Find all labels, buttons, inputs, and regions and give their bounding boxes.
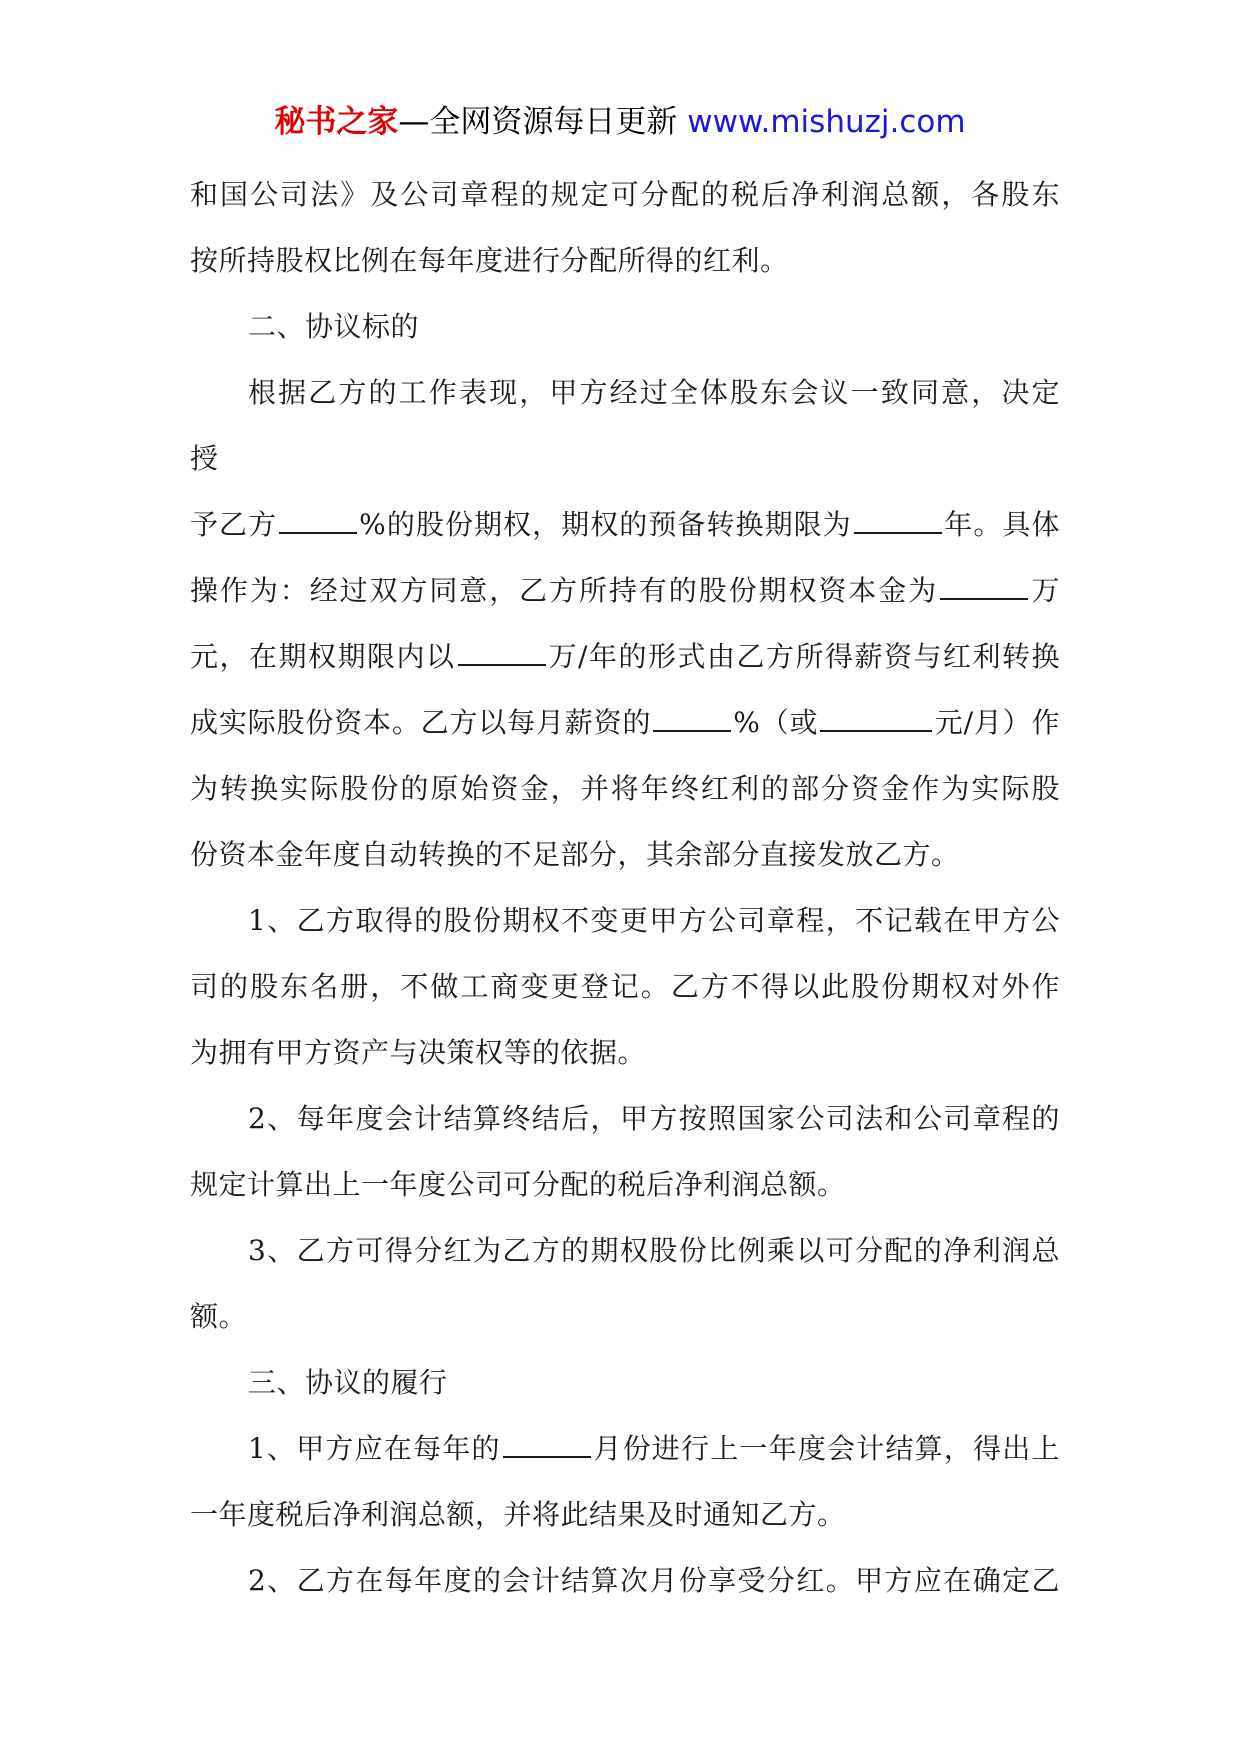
text-line: 3、乙方可得分红为乙方的期权股份比例乘以可分配的净利润总	[248, 1234, 1060, 1267]
text-line: 为拥有甲方资产与决策权等的依据。	[190, 1036, 647, 1069]
site-brand: 秘书之家	[274, 104, 399, 140]
fill-in-blank	[653, 694, 731, 732]
section-heading: 二、协议标的	[248, 310, 420, 343]
text-fragment: 万/年的形式由乙方所得薪资与红利转换	[547, 640, 1060, 673]
section-heading: 三、协议的履行	[248, 1366, 448, 1399]
text-line: 额。	[190, 1300, 248, 1333]
text-line: 授	[190, 442, 219, 475]
text-fragment: 1、甲方应在每年的	[248, 1432, 501, 1465]
text-fragment: 月份进行上一年度会计结算，得出上	[592, 1432, 1060, 1465]
text-fragment: %的股份期权，期权的预备转换期限为	[359, 508, 852, 541]
fill-in-blank	[940, 562, 1028, 600]
text-line	[190, 558, 1060, 624]
site-header	[0, 102, 1240, 142]
text-line: 司的股东名册，不做工商变更登记。乙方不得以此股份期权对外作	[190, 970, 1060, 1003]
text-line: 根据乙方的工作表现，甲方经过全体股东会议一致同意，决定	[248, 376, 1060, 409]
text-fragment: 万	[1030, 574, 1060, 607]
text-line	[190, 1416, 1060, 1482]
text-line	[190, 624, 1060, 690]
text-line: 2、乙方在每年度的会计结算次月份享受分红。甲方应在确定乙	[248, 1564, 1060, 1597]
text-line: 和国公司法》及公司章程的规定可分配的税后净利润总额，各股东	[190, 178, 1060, 211]
fill-in-blank	[854, 496, 942, 534]
fill-in-blank	[279, 496, 357, 534]
text-line: 份资本金年度自动转换的不足部分，其余部分直接发放乙方。	[190, 838, 960, 871]
text-line: 按所持股权比例在每年度进行分配所得的红利。	[190, 244, 789, 277]
text-fragment: 操作为：经过双方同意，乙方所持有的股份期权资本金为	[190, 574, 939, 607]
text-fragment: 年。具体	[943, 508, 1060, 541]
text-fragment: 成实际股份资本。乙方以每月薪资的	[190, 706, 652, 739]
text-line: 为转换实际股份的原始资金，并将年终红利的部分资金作为实际股	[190, 772, 1060, 805]
document-body	[190, 162, 1060, 1614]
text-line: 2、每年度会计结算终结后，甲方按照国家公司法和公司章程的	[248, 1102, 1060, 1135]
site-url-link[interactable]: www.mishuzj.com	[687, 104, 966, 140]
text-fragment: %（或	[733, 706, 819, 739]
text-line: 一年度税后净利润总额，并将此结果及时通知乙方。	[190, 1498, 846, 1531]
fill-in-blank	[820, 694, 932, 732]
text-fragment: 元，在期权期限内以	[190, 640, 456, 673]
text-line: 规定计算出上一年度公司可分配的税后净利润总额。	[190, 1168, 846, 1201]
site-tagline: —全网资源每日更新	[398, 104, 678, 140]
text-line	[190, 690, 1060, 756]
text-fragment: 元/月）作	[934, 706, 1060, 739]
fill-in-blank	[458, 628, 546, 666]
text-line: 1、乙方取得的股份期权不变更甲方公司章程，不记载在甲方公	[248, 904, 1060, 937]
text-line	[190, 492, 1060, 558]
text-fragment: 予乙方	[190, 508, 278, 541]
fill-in-blank	[503, 1420, 591, 1458]
